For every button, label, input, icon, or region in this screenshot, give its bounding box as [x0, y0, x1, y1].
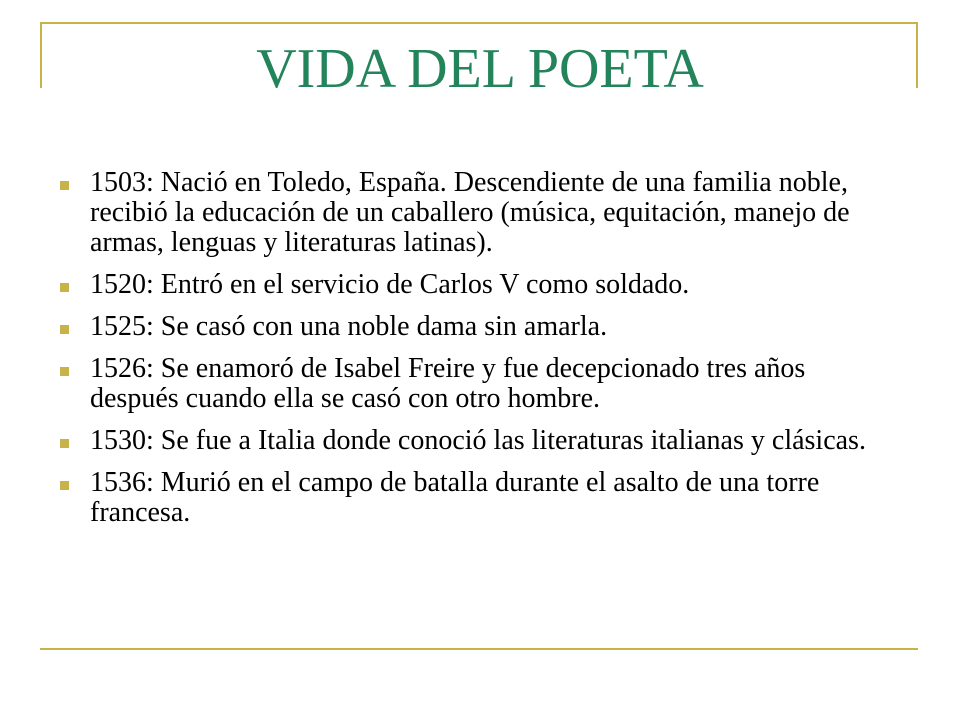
square-bullet-icon	[60, 367, 69, 376]
square-bullet-icon	[60, 283, 69, 292]
bullet-item-1525	[60, 312, 880, 342]
bullet-text: 1530: Se fue a Italia donde conoció las literaturas italianas y clásicas.	[90, 425, 866, 456]
bullet-text: 1520: Entró en el servicio de Carlos V como soldado.	[90, 269, 690, 300]
frame-bottom-rule	[40, 648, 918, 650]
frame-top-rule	[40, 22, 918, 24]
bullet-text: 1503: Nació en Toledo, España. Descendiente de una familia noble, recibió la educación de un caballero (música, equitación, manejo de armas, lenguas y literaturas latinas).	[90, 167, 850, 258]
bullet-item-1520	[60, 270, 880, 300]
bullet-text: 1536: Murió en el campo de batalla durante el asalto de una torre francesa.	[90, 467, 820, 528]
bullet-text: 1526: Se enamoró de Isabel Freire y fue decepcionado tres años después cuando ella se casó con otro hombre.	[90, 353, 806, 414]
bullet-text: 1525: Se casó con una noble dama sin amarla.	[90, 311, 608, 342]
square-bullet-icon	[60, 439, 69, 448]
bullet-item-1526	[60, 354, 880, 414]
bullet-item-1536	[60, 468, 880, 528]
square-bullet-icon	[60, 481, 69, 490]
slide-title: VIDA DEL POETA	[256, 38, 704, 100]
square-bullet-icon	[60, 181, 69, 190]
bullet-list	[60, 168, 880, 540]
bullet-item-1503	[60, 168, 880, 258]
square-bullet-icon	[60, 325, 69, 334]
bullet-item-1530	[60, 426, 880, 456]
